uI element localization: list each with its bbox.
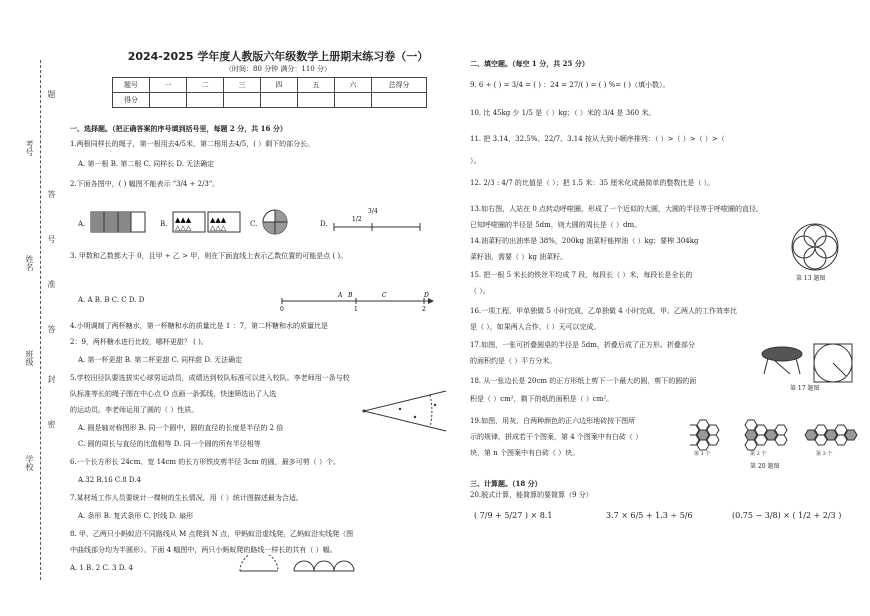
question-20: 20.脱式计算，能简算的要简算（9 分） [470,491,593,499]
score-field[interactable] [298,93,335,108]
figure-caption: 第 13 题图 [796,275,826,282]
option-label: A. [78,220,86,228]
question-5-options-2: C. 圆的周长与直径的比值相等 D. 同一个圆的所有半径相等 [78,440,261,448]
table-cell: 题号 [113,78,150,93]
margin-label: 题 [47,90,56,98]
section-heading: 二、填空题。（每空 1 分，共 25 分） [470,59,589,68]
score-field[interactable] [187,93,224,108]
margin-label: 准 [47,280,56,288]
question-16: 16.一项工程，甲单独做 5 小时完成，乙单独做 4 小时完成，甲、乙两人的工作效率比 [470,307,737,315]
question-18: 18. 从一张边长是 20cm 的正方形纸上剪下一个最大的圆，剪下的圆的面 [470,377,697,385]
table-row [113,78,427,93]
question-4-options: A. 第一杯更甜 B. 第二杯更甜 C. 同样甜 D. 无法确定 [78,356,243,364]
score-field[interactable] [150,93,187,108]
svg-text:1/2: 1/2 [352,216,362,223]
question-4: 4.小明调制了两杯糖水，第一杯糖和水的质量比是 1 ：7，第二杯糖和水的质量比是 [70,322,329,330]
question-5-line3: 的运动员。李老师运用了圆的（ ）性质。 [70,406,199,414]
table-cell: 三 [224,78,261,93]
q2-figure-b [172,211,242,233]
question-16-line2: 是（ ），如果两人合作，（ ）天可以完成。 [470,323,601,331]
score-table [112,77,427,108]
figure-label: 第 3 个 [816,451,833,457]
page-title: 2024-2025 学年度人教版六年级数学上册期末练习卷（一） [127,50,429,63]
q2-figure-d [332,205,422,235]
point-label: B [348,292,353,299]
svg-text:△△△: △△△ [175,224,192,232]
section-heading: 一、选择题。（把正确答案的序号填到括号里，每题 2 分，共 16 分） [70,124,287,133]
score-field[interactable] [372,93,427,108]
question-19-line3: 块，第 n 个图案中有白砖（ ）块。 [470,449,580,457]
seal-line [40,60,42,580]
number-line [278,289,438,313]
table-cell: 五 [298,78,335,93]
calc-expression: ( 7/9 + 5/27 ) × 8.1 [474,511,553,520]
question-5-line2: 队标准等长的绳子围在中心点 O 点画一条弧线，快速筛选出了入选 [70,390,277,398]
question-3: 3. 甲数和乙数都大于 0，且甲 ÷ 乙 > 甲，则在下面直线上表示乙数位置的可能是点 ( )。 [70,252,348,260]
question-14-line2: 菜籽油，需要（ ）kg 油菜籽。 [470,253,568,261]
question-2: 2.下面各图中，( ) 幅图不能表示 "3/4 ÷ 2/3"。 [70,180,220,188]
binding-margin [18,60,58,580]
table-cell: 四 [261,78,298,93]
page-subtitle: （时间：80 分钟 满分：110 分） [225,65,331,73]
margin-label: 封 [47,375,56,383]
point-label: C [382,292,387,299]
score-field[interactable] [335,93,372,108]
option-label: B. [160,220,168,228]
table-cell: 得分 [113,93,150,108]
calc-expression: (0.75 − 3/8) × ( 1/2 + 2/3 ) [732,511,842,520]
margin-label: 考号 [25,140,34,156]
q8-figure [238,555,358,575]
table-row [113,93,427,108]
question-15: 15. 把一根 5 米长的铁丝平均成 7 段，每段长（ ）米，每段长是全长的 [470,271,693,279]
question-8-options: A. 1 B. 2 C. 3 D. 4 [70,564,133,572]
table-cell: 六 [335,78,372,93]
q2-figure-c [262,209,288,235]
question-8: 8. 甲、乙两只小蚂蚁沿不同路线从 M 点爬到 N 点，甲蚂蚁沿虚线爬，乙蚂蚁沿实线爬（图 [70,530,354,538]
margin-label: 学校 [25,455,34,471]
question-11-line2: ）。 [470,157,481,165]
question-6-options: A.32 B.16 C.8 D.4 [78,476,141,484]
figure-caption: 第 17 题图 [790,385,820,392]
option-label: D. [320,220,328,228]
question-10: 10. 比 45kg 少 1/5 是（ ）kg；（ ）米的 3/4 是 360 米。 [470,109,656,117]
question-17: 17.如图，一张可折叠圆桌的半径是 5dm，折叠后成了正方形。折叠部分 [470,341,695,349]
figure-label: 第 2 个 [750,451,767,457]
tick-label: 0 [280,306,284,313]
q5-figure [360,387,450,437]
question-1-options: A. 第一根 B. 第二根 C. 同样长 D. 无法确定 [78,160,215,168]
section-heading: 三、计算题。（18 分） [470,479,542,488]
question-13: 13.如右图，人站在 0 点转动呼啦圈，形成了一个近似的大圆，大圆的半径等于呼啦圈的直径。 [470,205,764,213]
question-5-options-1: A. 圆是轴对称图形 B. 同一个圆中，圆的直径的长度是半径的 2 倍 [78,424,284,432]
question-7: 7.某材场工作人员要统计一棵树的生长情况，用（ ）统计图描述最为合适。 [70,494,303,502]
question-4-line2: 2：9，两杯糖水进行比较，哪杯更甜？ ( )。 [70,338,208,346]
margin-label: 密 [47,420,56,428]
question-13-line2: 已知呼啦圈的半径是 5dm，则大圆的周长是（ ）dm。 [470,221,642,229]
question-7-options: A. 条形 B. 复式条形 C. 折线 D. 扇形 [78,512,194,520]
margin-label: 号 [47,235,56,243]
q2-figure-a [90,211,146,233]
figure-caption: 第 20 题图 [750,463,780,470]
svg-text:▲▲▲: ▲▲▲ [175,216,192,224]
question-18-line2: 积是（ ）cm²，剩下的纸的面积是（ ）cm²。 [470,395,614,403]
folding-table-figure [760,340,860,384]
question-14: 14.油菜籽的出油率是 38%，200kg 油菜籽能榨油（ ）kg；要榨 304kg [470,237,699,245]
hula-hoop-figure [790,222,840,272]
question-1: 1.两根同样长的绳子，第一根用去4/5米，第二根用去4/5，( ）剩下的部分长。 [70,140,315,148]
score-field[interactable] [224,93,261,108]
question-19: 19.如图，用灰、白两种颜色的正六边形地砖按下图所 [470,417,636,425]
svg-text:▲▲▲: ▲▲▲ [210,216,227,224]
question-17-line2: 的面积约是（ ）平方分米。 [470,357,557,365]
question-19-line2: 示的规律，拼成若干个图案，第 4 个图案中有白砖（ ） [470,433,643,441]
point-label: A [338,292,343,299]
margin-label: 班级 [25,350,34,366]
hexagon-tiles-figure [690,416,860,456]
option-label: C. [250,220,258,228]
tick-label: 1 [354,306,358,313]
question-3-options: A. A B. B C. C D. D [78,296,145,304]
question-15-line2: （ ）。 [470,287,490,295]
figure-label: 第 1 个 [694,451,711,457]
table-cell: 总得分 [372,78,427,93]
score-field[interactable] [261,93,298,108]
question-11: 11. 把 3.14、32.5%、22/7、3.14 按从大到小顺序排列：（ ）>（ ）>（ ）>（ [470,135,725,143]
margin-label: 姓名 [25,255,34,271]
margin-label: 答 [47,190,56,198]
point-label: D [424,292,429,299]
tick-label: 2 [422,306,426,313]
question-12: 12. 2/3 : 4/7 的比值是（ ）；把 1.5 米：35 厘米化成最简单的整数比是（ ）。 [470,179,715,187]
calc-expression: 3.7 × 6/5 + 1.3 ÷ 5/6 [606,511,693,520]
question-9: 9. 6 ÷ ( ) = 3/4 = ( ) ：24 = 27/( ) = ( ) %= ( )（填小数）。 [470,81,670,89]
question-8-line2: 中曲线部分均为半圆形）。下面 4 幅图中，两只小蚂蚁爬的路线一样长的共有（ ）幅。 [70,546,337,554]
svg-text:3/4: 3/4 [368,208,378,215]
svg-text:△△△: △△△ [210,224,227,232]
table-cell: 二 [187,78,224,93]
table-cell: 一 [150,78,187,93]
margin-label: 答 [47,325,56,333]
question-6: 6.一个长方形长 24cm、宽 14cm 的长方形铁皮剪半径 3cm 的圆，最多可剪（ ）个。 [70,458,340,466]
question-5: 5.学校田径队要选拔实心球男运动员，成绩达到校队标准可以进入校队。李老师用一条与校 [70,374,350,382]
